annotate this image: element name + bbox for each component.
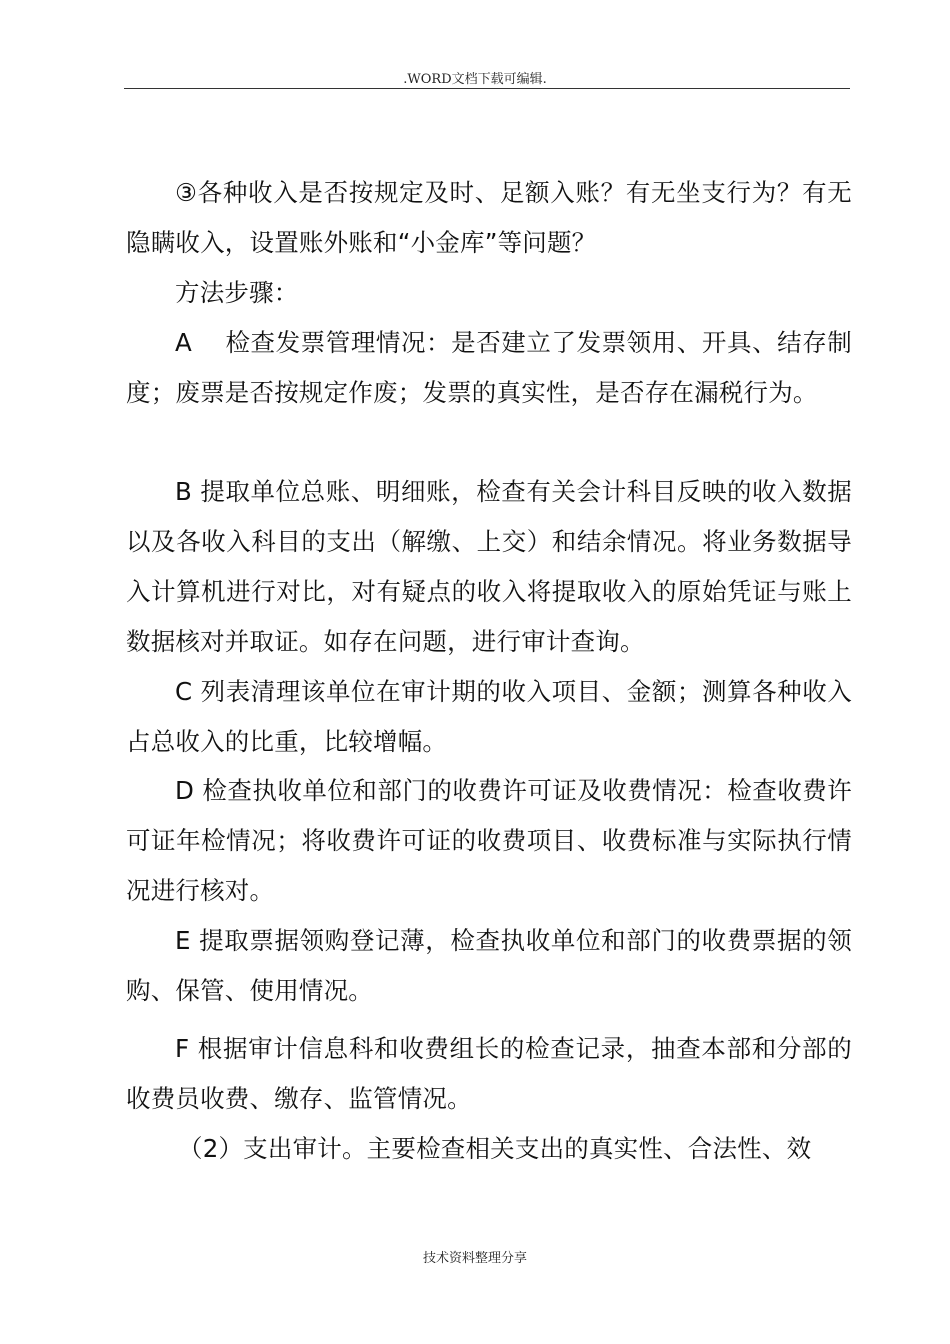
paragraph-step-b: B 提取单位总账、明细账，检查有关会计科目反映的收入数据以及各收入科目的支出（解缴、上交）和结余情况。将业务数据导入计算机进行对比，对有疑点的收入将提取收入的原始凭证与账上数据核对并取证。如存在问题，进行审计查询。 [126,477,852,656]
paragraph-step-d: D 检查执收单位和部门的收费许可证及收费情况：检查收费许可证年检情况；将收费许可证的收费项目、收费标准与实际执行情况进行核对。 [126,776,852,905]
paragraph-step-f: F 根据审计信息科和收费组长的检查记录，抽查本部和分部的收费员收费、缴存、监管情况。 [126,1034,852,1113]
paragraph-expenditure-audit: （2）支出审计。主要检查相关支出的真实性、合法性、效 [178,1134,812,1163]
page-footer: 技术资料整理分享 [422,1251,527,1266]
paragraph-step-a [126,318,852,418]
paragraph-method-steps: 方法步骤： [175,278,299,307]
step-a-text: 检查发票管理情况：是否建立了发票领用、开具、结存制度；废票是否按规定作废；发票的真实性，是否存在漏税行为。 [126,328,853,407]
paragraph-income-check: ③各种收入是否按规定及时、足额入账？有无坐支行为？有无隐瞒收入，设置账外账和“小金库”等问题？ [126,178,852,257]
step-a-label: A [175,328,192,357]
header-divider [124,88,850,89]
paragraph-step-e: E 提取票据领购登记薄，检查执收单位和部门的收费票据的领购、保管、使用情况。 [126,926,852,1005]
page-header: .WORD文档下载可编辑. [403,72,547,87]
paragraph-step-c: C 列表清理该单位在审计期的收入项目、金额；测算各种收入占总收入的比重，比较增幅。 [126,677,852,756]
